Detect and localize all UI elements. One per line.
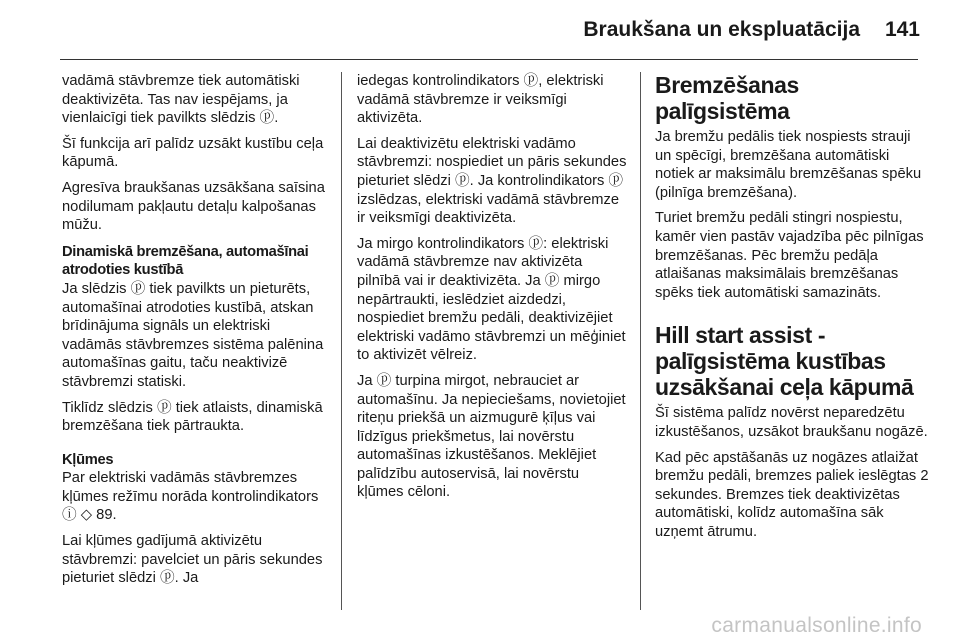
header-rule [60, 59, 918, 60]
column-2 [357, 72, 627, 509]
paragraph: Ja bremžu pedālis tiek nospiests strauji un spēcīgi, bremzēšana automātiski notiek ar maksimālu bremzēšanas spēku (pilnīga bremzēšana). [655, 129, 922, 201]
column-divider [341, 72, 342, 610]
page-header [0, 0, 960, 60]
paragraph: Lai kļūmes gadījumā aktivizētu stāvbremzi: pavelciet un pāris sekundes pieturiet slēdzi ⓟ. Ja [62, 533, 323, 587]
page-number: 141 [884, 18, 920, 41]
paragraph: iedegas kontrolindikators ⓟ, elektriski vadāmā stāvbremze ir veiksmīgi aktivizēta. [357, 73, 604, 127]
paragraph: Par elektriski vadāmās stāvbremzes kļūmes režīmu norāda kontrolindikators ⓘ ◇ 89. [62, 470, 319, 524]
subheading-errors: Kļūmes [62, 451, 114, 468]
paragraph: Ja slēdzis ⓟ tiek pavilkts un pieturēts, automašīnai atrodoties kustībā, atskan brīdinājuma signāls un elektriski vadāmās stāvbremzes sistēma palēnina automašīnas gaitu, taču neaktivizē stāvbremzi statiski. [62, 280, 324, 390]
paragraph: Lai deaktivizētu elektriski vadāmo stāvbremzi: nospiediet un pāris sekundes pieturiet slēdzi ⓟ. Ja kontrolindikators ⓟ izslēdzas, elektriski vadāmā stāvbremze ir veiksmīgi deaktivizēta. [357, 135, 627, 227]
watermark: carmanualsonline.info [711, 614, 922, 637]
paragraph: Kad pēc apstāšanās uz nogāzes atlaižat bremžu pedāli, bremzes paliek ieslēgtas 2 sekundes. Bremzes tiek deaktivizētas automātiski, kolīdz automašīna sāk uzņemt ātrumu. [655, 449, 929, 540]
column-divider [640, 72, 641, 610]
page-title: Braukšana un ekspluatācija [583, 18, 860, 41]
paragraph: Ja ⓟ turpina mirgot, nebrauciet ar automašīnu. Ja nepieciešams, novietojiet riteņu priekšā un aizmugurē ķīļus vai līdzīgus priekšmetus, lai novērstu automašīnas izkustēšanos. Meklējiet palīdzību autoservisā, lai novērstu kļūmes cēloni. [357, 372, 626, 501]
paragraph: Šī funkcija arī palīdz uzsākt kustību ceļa kāpumā. [62, 135, 324, 171]
column-1 [62, 72, 326, 595]
paragraph: Šī sistēma palīdz novērst neparedzētu izkustēšanos, uzsākot braukšanu nogāzē. [655, 405, 928, 440]
column-3 [655, 72, 930, 549]
section-heading-hill-start-assist: Hill start assist - palīgsistēma kustības uzsākšanai ceļa kāpumā [655, 322, 914, 401]
paragraph: vadāmā stāvbremze tiek automātiski deaktivizēta. Tas nav iespējams, ja vienlaicīgi tiek pavilkts slēdzis ⓟ. [62, 73, 300, 127]
paragraph: Turiet bremžu pedāli stingri nospiestu, kamēr vien pastāv vajadzība pēc pilnīgas bremzēšanas. Pēc bremžu pedāļa atlaišanas maksimālais bremzēšanas spēks tiek automātiski samazināts. [655, 210, 924, 301]
paragraph: Ja mirgo kontrolindikators ⓟ: elektriski vadāmā stāvbremze nav aktivizēta pilnībā vai ir deaktivizēta. Ja ⓟ mirgo nepārtraukti, ieslēdziet aizdedzi, nospiediet bremžu pedāli, deaktivizējiet elektriski vadāmo stāvbremzi un mēģiniet to aktivizēt vēlreiz. [357, 235, 626, 364]
paragraph: Agresīva braukšanas uzsākšana saīsina nodilumam pakļautu detaļu kalpošanas mūžu. [62, 179, 325, 234]
section-heading-brake-assist: Bremzēšanas palīgsistēma [655, 72, 799, 124]
paragraph: Tiklīdz slēdzis ⓟ tiek atlaists, dinamiskā bremzēšana tiek pārtraukta. [62, 399, 323, 435]
subheading-dynamic-braking: Dinamiskā bremzēšana, automašīnai atrodoties kustībā [62, 243, 309, 279]
